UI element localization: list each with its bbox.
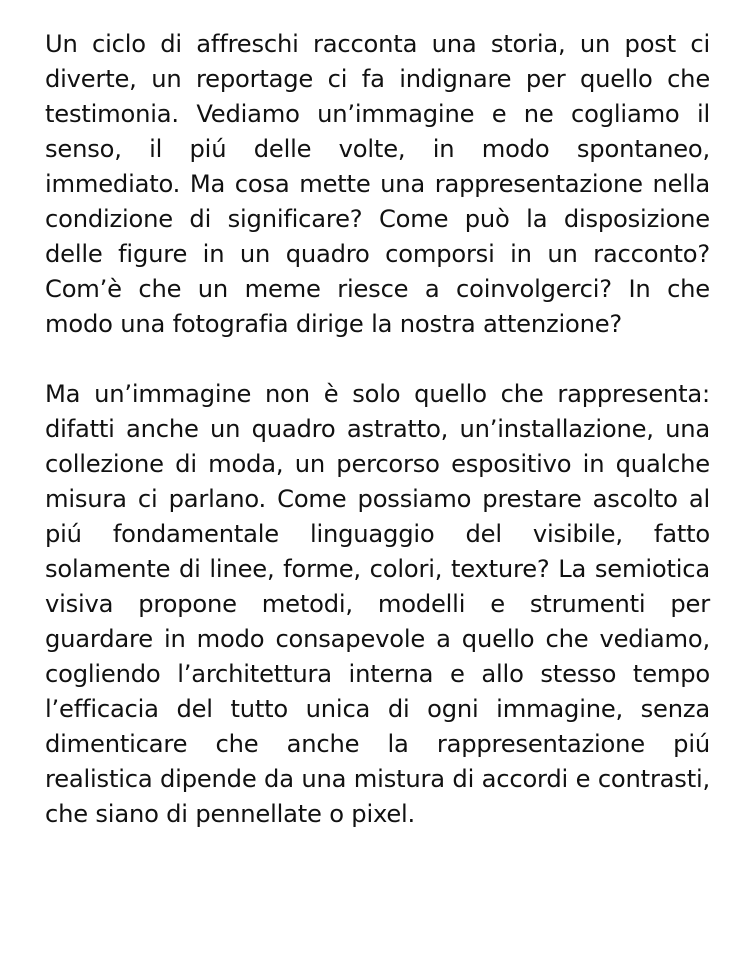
paragraph-1: Un ciclo di affreschi racconta una storia, un post ci diverte, un reportage ci fa indignare per quello che testimonia. Vediamo un’immagine e ne cogliamo il senso, il piú delle volte, in modo spontaneo, immediato. Ma cosa mette una rappresentazione nella condizione di significare? Come può la disposizione delle figure in un quadro comporsi in un racconto? Com’è che un meme riesce a coinvolgerci? In che modo una fotografia dirige la nostra attenzione? [45, 30, 710, 338]
paragraph-2: Ma un’immagine non è solo quello che rappresenta: difatti anche un quadro astratto, un’installazione, una collezione di moda, un percorso espositivo in qualche misura ci parlano. Come possiamo prestare ascolto al piú fondamentale linguaggio del visibile, fatto solamente di linee, forme, colori, texture? La semiotica visiva propone metodi, modelli e strumenti per guardare in modo consapevole a quello che vediamo, cogliendo l’architettura interna e allo stesso tempo l’efficacia del tutto unica di ogni immagine, senza dimenticare che anche la rappresentazione piú realistica dipende da una mistura di accordi e contrasti, che siano di pennellate o pixel. [45, 380, 710, 828]
